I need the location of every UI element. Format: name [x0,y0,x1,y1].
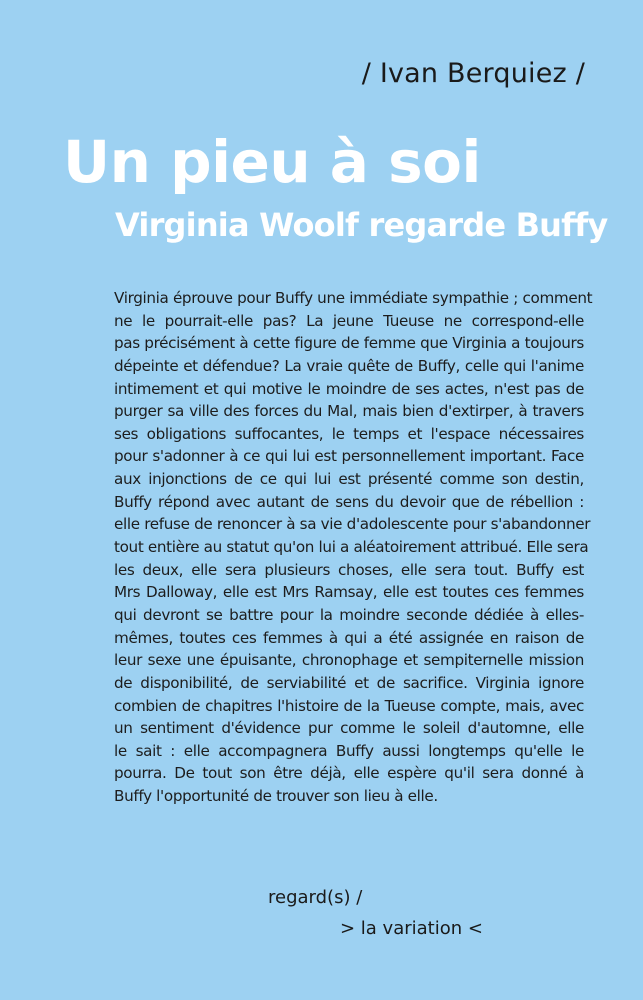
blurb-line: de disponibilité, de serviabilité et de sacrifice. Virginia ignore [114,673,584,692]
blurb-line: un sentiment d'évidence pur comme le soleil d'automne, elle [114,719,584,738]
blurb-line: mêmes, toutes ces femmes à qui a été assignée en raison de [114,628,584,647]
book-title: Un pieu à soi [63,128,481,196]
book-subtitle: Virginia Woolf regarde Buffy [115,206,608,244]
blurb-line: pour s'adonner à ce qui lui est personnellement important. Face [114,447,584,466]
blurb-line: pas précisément à cette figure de femme que Virginia a toujours [114,334,584,353]
blurb-line: les deux, elle sera plusieurs choses, elle sera tout. Buffy est [114,560,584,579]
blurb-line: Virginia éprouve pour Buffy une immédiate sympathie ; comment [114,289,593,307]
blurb-line: le sait : elle accompagnera Buffy aussi longtemps qu'elle le [114,741,584,760]
blurb-line: Mrs Dalloway, elle est Mrs Ramsay, elle est toutes ces femmes [114,583,584,602]
blurb-line: leur sexe une épuisante, chronophage et sempiternelle mission [114,651,584,670]
blurb-line: qui devront se battre pour la moindre seconde dédiée à elles- [114,605,584,624]
blurb-text [114,287,593,808]
blurb-line: combien de chapitres l'histoire de la Tueuse compte, mais, avec [114,696,584,715]
blurb-line: elle refuse de renoncer à sa vie d'adolescente pour s'abandonner [114,515,591,534]
blurb-line: ne le pourrait-elle pas? La jeune Tueuse ne correspond-elle [114,311,584,330]
blurb-line: dépeinte et défendue? La vraie quête de Buffy, celle qui l'anime [114,356,584,375]
blurb-line: purger sa ville des forces du Mal, mais bien d'extirper, à travers [114,402,584,421]
blurb-line: pourra. De tout son être déjà, elle espère qu'il sera donné à [114,764,584,783]
series-name: > la variation < [340,918,483,939]
blurb-line: ses obligations suffocantes, le temps et l'espace nécessaires [114,424,584,443]
collection-name: regard(s) / [268,887,363,908]
blurb-line: aux injonctions de ce qui lui est présenté comme son destin, [114,470,584,489]
blurb-line: Buffy l'opportunité de trouver son lieu à elle. [114,787,438,806]
blurb-line: tout entière au statut qu'on lui a aléatoirement attribué. Elle sera [114,538,589,557]
blurb-line: Buffy répond avec autant de sens du devoir que de rébellion : [114,492,584,511]
author-name: / Ivan Berquiez / [361,58,585,89]
blurb-line: intimement et qui motive le moindre de ses actes, n'est pas de [114,379,584,398]
